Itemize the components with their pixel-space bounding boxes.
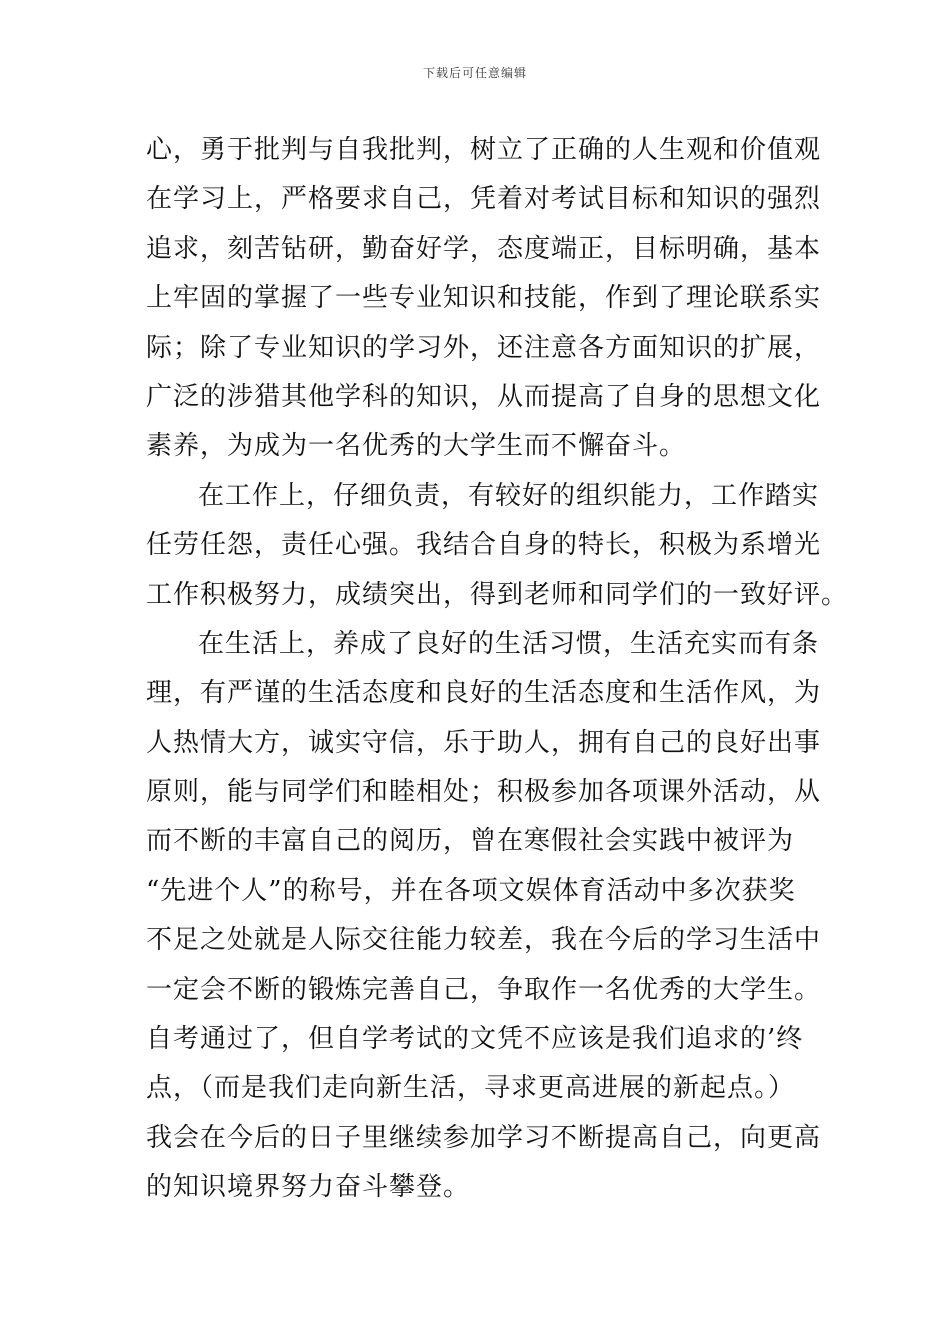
text-line: 心，勇于批判与自我批判，树立了正确的人生观和价值观 — [146, 135, 822, 165]
text-line: 自考通过了，但自学考试的文凭不应该是我们追求的’终 — [146, 1024, 804, 1055]
text-line: 的知识境界努力奋斗攀登。 — [146, 1172, 471, 1203]
text-line: 在学习上，严格要求自己，凭着对考试目标和知识的强烈 — [146, 184, 822, 215]
text-line: “先进个人”的称号，并在各项文娱体育活动中多次获奖 — [146, 875, 796, 906]
text-line: 追求，刻苦钻研，勤奋好学，态度端正，目标明确，基本 — [146, 233, 822, 264]
text-line: 理，有严谨的生活态度和良好的生活态度和生活作风，为 — [146, 678, 822, 709]
text-line: 不足之处就是人际交往能力较差，我在今后的学习生活中 — [146, 925, 822, 956]
text-line: 际；除了专业知识的学习外，还注意各方面知识的扩展， — [146, 332, 822, 363]
text-line: 点，（而是我们走向新生活，寻求更高进展的新起点。） — [146, 1073, 796, 1104]
text-line: 原则，能与同学们和睦相处；积极参加各项课外活动，从 — [146, 777, 822, 808]
text-line: 任劳任怨，责任心强。我结合自身的特长，积极为系增光 — [146, 530, 822, 561]
text-line: 广泛的涉猎其他学科的知识，从而提高了自身的思想文化 — [146, 381, 822, 412]
text-line: 上牢固的掌握了一些专业知识和技能，作到了理论联系实 — [146, 283, 822, 314]
text-line: 素养，为成为一名优秀的大学生而不懈奋斗。 — [146, 431, 687, 462]
text-line: 在工作上，仔细负责，有较好的组织能力，工作踏实 — [198, 480, 820, 511]
document-body — [146, 126, 849, 1213]
text-line: 在生活上，养成了良好的生活习惯，生活充实而有条 — [198, 628, 820, 659]
text-line: 工作积极努力，成绩突出，得到老师和同学们的一致好评。 — [146, 579, 849, 610]
text-line: 一定会不断的锻炼完善自己，争取作一名优秀的大学生。 — [146, 974, 822, 1005]
text-line: 我会在今后的日子里继续参加学习不断提高自己，向更高 — [146, 1122, 822, 1153]
text-line: 而不断的丰富自己的阅历，曾在寒假社会实践中被评为 — [146, 826, 795, 857]
page-header: 下载后可任意编辑 — [422, 66, 527, 80]
text-line: 人热情大方，诚实守信，乐于助人，拥有自己的良好出事 — [146, 727, 822, 758]
